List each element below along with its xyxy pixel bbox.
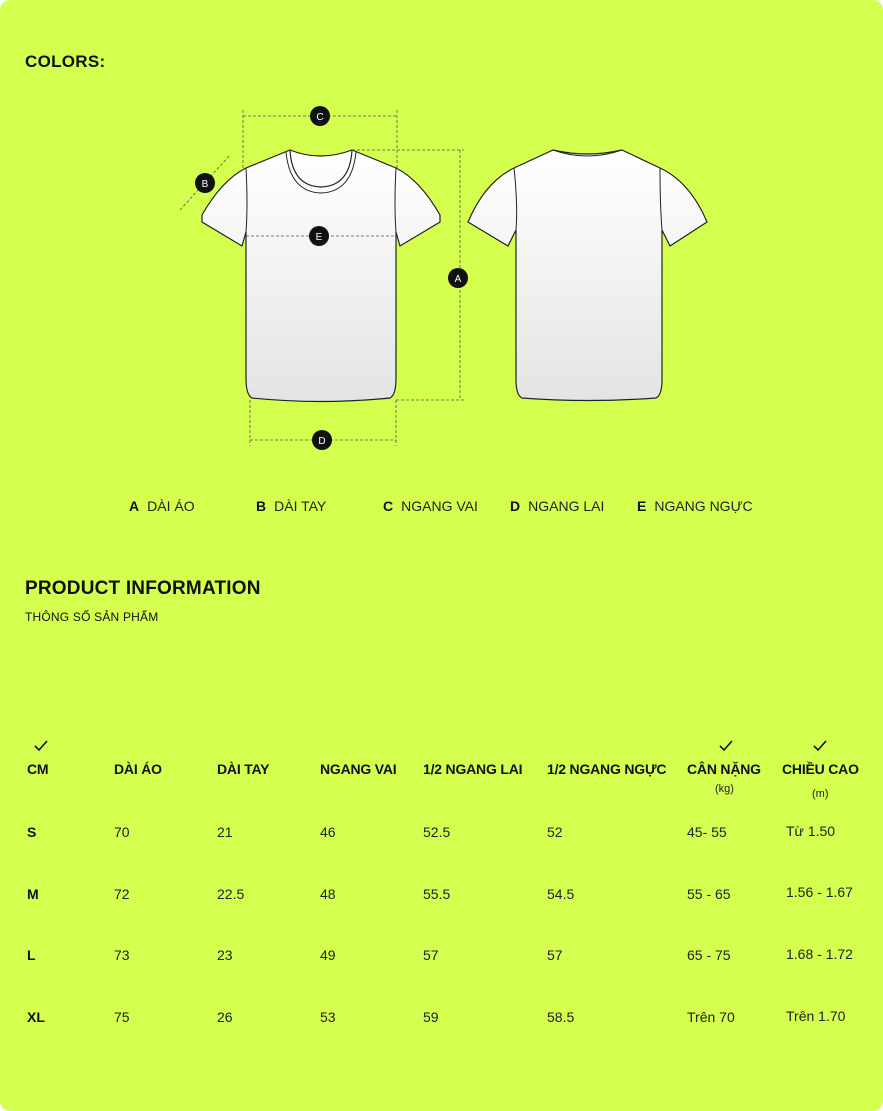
table-cell-size: XL (27, 1009, 45, 1025)
header-chieu-cao: CHIỀU CAO (782, 761, 859, 777)
unit-height: (m) (812, 788, 829, 800)
table-cell: 45- 55 (687, 824, 727, 840)
marker-d (312, 430, 332, 450)
legend-label: NGANG LAI (528, 498, 605, 514)
table-cell: 53 (320, 1009, 336, 1025)
table-cell: 52 (547, 824, 563, 840)
table-cell: 1.68 - 1.72 (786, 946, 853, 962)
table-cell-size: L (27, 947, 36, 963)
header-ngang-lai: 1/2 NGANG LAI (423, 761, 523, 777)
table-cell: 75 (114, 1009, 130, 1025)
legend-key: D (510, 498, 521, 514)
header-dai-tay: DÀI TAY (217, 761, 270, 777)
marker-e (309, 226, 329, 246)
t-shirt-front-illustration (202, 150, 440, 402)
header-ngang-nguc: 1/2 NGANG NGỰC (547, 761, 667, 777)
table-cell: 21 (217, 824, 233, 840)
legend-key: E (637, 498, 647, 514)
legend-item-d (510, 498, 604, 514)
legend-key: A (129, 498, 140, 514)
legend-label: NGANG NGỰC (654, 498, 753, 514)
svg-text:D: D (318, 436, 326, 447)
table-cell: 73 (114, 947, 130, 963)
table-cell: 58.5 (547, 1009, 575, 1025)
table-cell: Từ 1.50 (786, 823, 836, 839)
table-cell-size: S (27, 824, 37, 840)
measurement-diagram (170, 100, 730, 470)
header-ngang-vai: NGANG VAI (320, 761, 397, 777)
product-information-subtitle: THÔNG SỐ SẢN PHẨM (25, 610, 159, 624)
table-cell: 57 (423, 947, 439, 963)
check-icon (812, 738, 828, 754)
legend-item-c (383, 498, 478, 514)
table-cell: 57 (547, 947, 563, 963)
svg-text:E: E (315, 232, 323, 243)
table-cell: 49 (320, 947, 336, 963)
legend-item-a (129, 498, 195, 514)
table-cell: Trên 1.70 (786, 1008, 846, 1024)
marker-a (448, 268, 468, 288)
colors-heading: COLORS: (25, 52, 106, 71)
header-cm: CM (27, 761, 49, 777)
header-dai-ao: DÀI ÁO (114, 761, 162, 777)
marker-b (195, 173, 215, 193)
check-icon (718, 738, 734, 754)
svg-text:C: C (316, 112, 324, 123)
header-can-nang: CÂN NẶNG (687, 761, 761, 777)
svg-text:A: A (454, 274, 462, 285)
measurement-legend (0, 498, 883, 518)
t-shirt-back-illustration (468, 150, 707, 401)
table-cell: 26 (217, 1009, 233, 1025)
table-cell: 72 (114, 886, 130, 902)
table-cell: Trên 70 (687, 1009, 735, 1025)
table-cell: 70 (114, 824, 130, 840)
legend-item-e (637, 498, 753, 514)
legend-item-b (256, 498, 326, 514)
legend-key: B (256, 498, 267, 514)
marker-c (310, 106, 330, 126)
legend-label: DÀI ÁO (147, 498, 195, 514)
check-icon (33, 738, 49, 754)
table-cell-size: M (27, 886, 39, 902)
table-cell: 48 (320, 886, 336, 902)
table-cell: 65 - 75 (687, 947, 731, 963)
legend-label: NGANG VAI (401, 498, 478, 514)
table-cell: 52.5 (423, 824, 451, 840)
unit-weight: (kg) (715, 783, 734, 795)
table-cell: 22.5 (217, 886, 245, 902)
legend-label: DÀI TAY (274, 498, 327, 514)
table-cell: 54.5 (547, 886, 575, 902)
legend-key: C (383, 498, 394, 514)
table-cell: 59 (423, 1009, 439, 1025)
table-cell: 46 (320, 824, 336, 840)
table-cell: 55 - 65 (687, 886, 731, 902)
table-cell: 55.5 (423, 886, 451, 902)
table-cell: 23 (217, 947, 233, 963)
table-cell: 1.56 - 1.67 (786, 884, 853, 900)
product-information-title: PRODUCT INFORMATION (25, 578, 261, 599)
svg-text:B: B (201, 179, 209, 190)
